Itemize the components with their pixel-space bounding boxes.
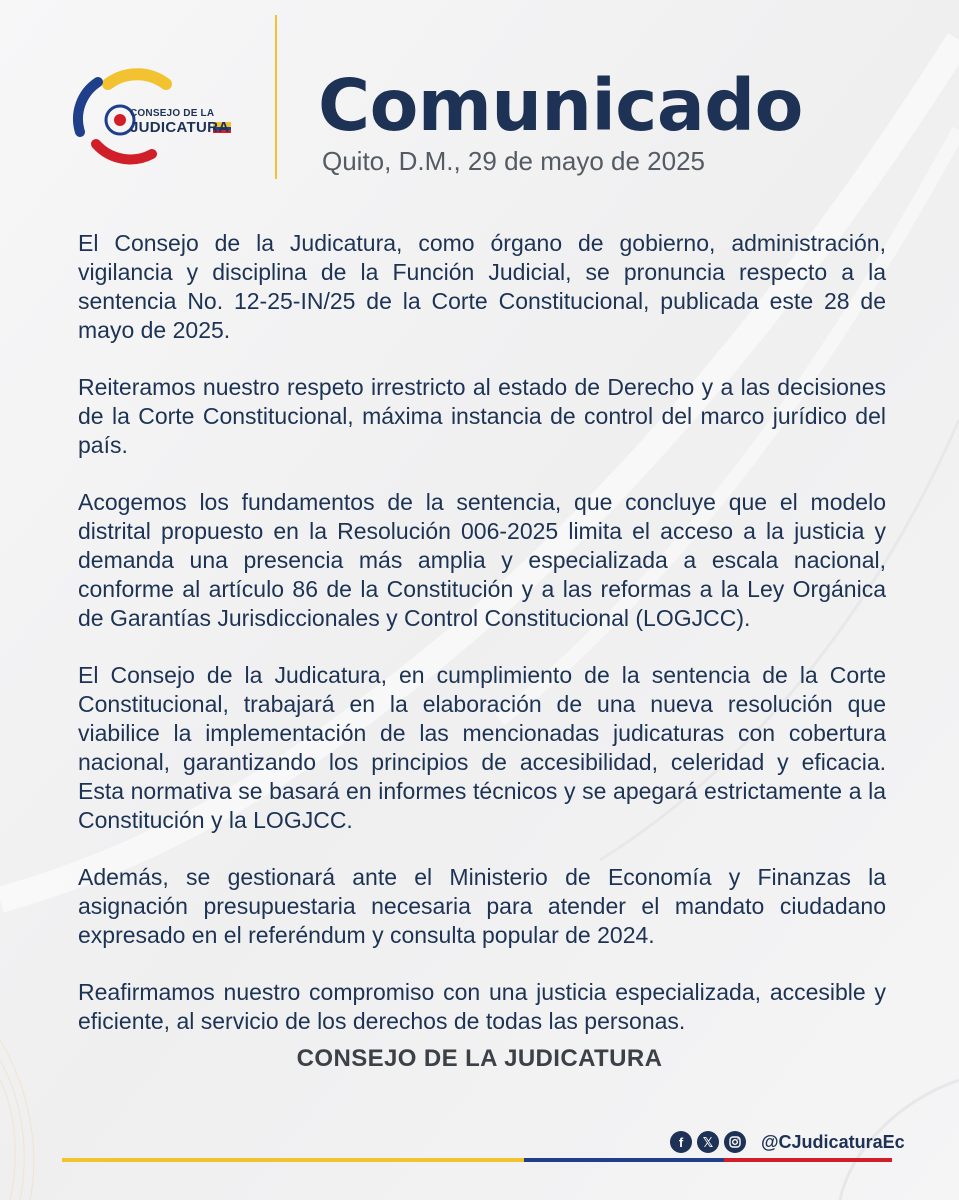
paragraph-2: Reiteramos nuestro respeto irrestricto al estado de Derecho y a las decisiones de la Corte Constitucional, máxima instancia de control del marco jurídico del país.	[78, 374, 886, 458]
header-divider	[275, 15, 277, 179]
statement-body	[78, 229, 886, 1064]
footer-color-bar	[62, 1158, 892, 1162]
instagram-glyph	[729, 1136, 741, 1148]
logo-line1: CONSEJO DE LA	[130, 108, 215, 119]
paragraph-4: El Consejo de la Judicatura, en cumplimiento de la sentencia de la Corte Constitucional, trabajará en la elaboración de una nueva resolución que viabilice la implementación de las mencionadas judicaturas con cobertura nacional, garantizando los principios de accesibilidad, celeridad y eficacia. Esta normativa se basará en informes técnicos y se apegará estrictamente a la Constitución y la LOGJCC.	[78, 662, 886, 833]
social-links	[670, 1130, 905, 1154]
social-handle[interactable]: @CJudicaturaEc	[761, 1131, 905, 1152]
x-icon[interactable]: 𝕏	[697, 1131, 719, 1153]
paragraph-1: El Consejo de la Judicatura, como órgano de gobierno, administración, vigilancia y disciplina de la Función Judicial, se pronuncia respecto a la sentencia No. 12-25-IN/25 de la Corte Constitucional, publicada este 28 de mayo de 2025.	[78, 230, 886, 343]
paragraph-3: Acogemos los fundamentos de la sentencia, que concluye que el modelo distrital propuesto en la Resolución 006-2025 limita el acceso a la justicia y demanda una presencia más amplia y especializada a escala nacional, conforme al artículo 86 de la Constitución y a las reformas a la Ley Orgánica de Garantías Jurisdiccionales y Control Constitucional (LOGJCC).	[78, 489, 886, 631]
footer-bar-yellow	[62, 1158, 524, 1162]
instagram-icon[interactable]	[724, 1131, 746, 1153]
footer-bar-red	[724, 1158, 892, 1162]
signature: CONSEJO DE LA JUDICATURA	[296, 1045, 663, 1072]
paragraph-5: Además, se gestionará ante el Ministerio de Economía y Finanzas la asignación presupuestaria necesaria para atender el mandato ciudadano expresado en el referéndum y consulta popular de 2024.	[78, 864, 886, 948]
page-title: Comunicado	[318, 64, 803, 147]
facebook-icon[interactable]: f	[670, 1131, 692, 1153]
logo-wordmark	[130, 109, 229, 135]
paragraph-6: Reafirmamos nuestro compromiso con una justicia especializada, accesible y eficiente, al servicio de los derechos de todas las personas.	[78, 979, 886, 1034]
logo-line2: JUDICATURA	[130, 119, 230, 136]
date-line: Quito, D.M., 29 de mayo de 2025	[322, 146, 705, 176]
footer-bar-blue	[524, 1158, 724, 1162]
